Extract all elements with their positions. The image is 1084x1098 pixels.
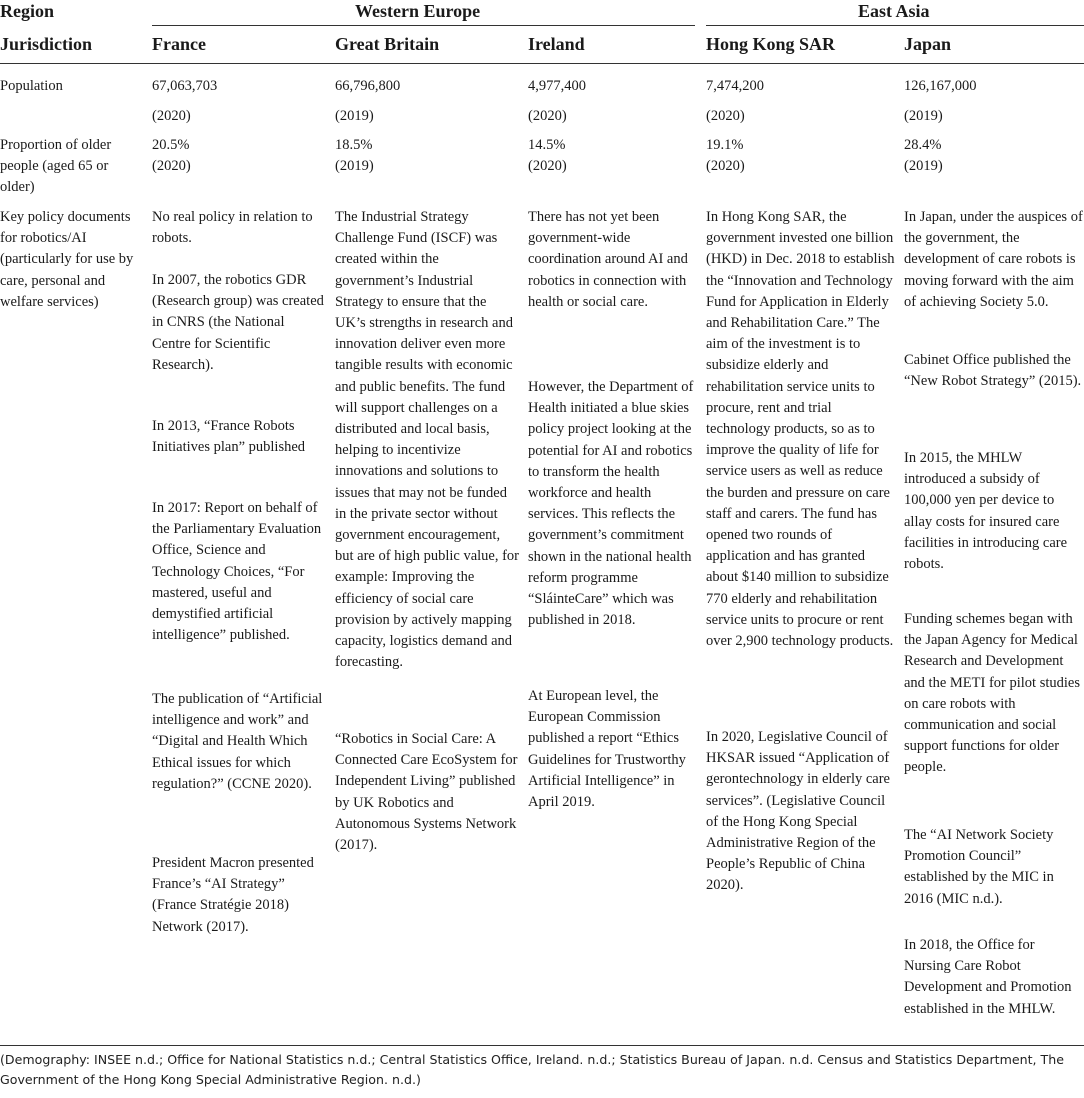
older-ireland	[528, 135, 567, 177]
policy-france-5: President Macron presented France’s “AI Strategy” (France Stratégie 2018) Network (2017).	[152, 855, 314, 935]
population-year-ireland: (2020)	[528, 108, 567, 124]
region-east-asia: East Asia	[858, 1, 930, 21]
col-header-japan: Japan	[904, 34, 952, 54]
older-year-japan: (2019)	[904, 158, 943, 175]
policy-france-0: No real policy in relation to robots.	[152, 209, 313, 247]
row-label-population: Population	[0, 78, 63, 94]
older-value-ireland: 14.5%	[528, 137, 566, 153]
col-header-france: France	[152, 34, 206, 54]
older-japan	[904, 135, 943, 177]
policy-japan-1: Cabinet Office published the “New Robot Strategy” (2015).	[904, 352, 1082, 390]
policy-france-2: In 2013, “France Robots Initiatives plan” published	[152, 418, 306, 456]
older-year-france: (2020)	[152, 158, 191, 175]
row-label-older-people: Proportion of older people (aged 65 or older)	[0, 137, 112, 196]
older-year-hong-kong: (2020)	[706, 158, 745, 175]
older-value-great-britain: 18.5%	[335, 137, 373, 153]
population-france: 67,063,703	[152, 78, 218, 94]
policy-great-britain-1: “Robotics in Social Care: A Connected Care EcoSystem for Independent Living” published by UK Robotics and Autonomous Systems Network (2017).	[335, 731, 518, 854]
policy-france-3: In 2017: Report on behalf of the Parliamentary Evaluation Office, Science and Technology Choices, “For mastered, useful and demystified artificial intelligence” published.	[152, 500, 322, 644]
population-year-france: (2020)	[152, 108, 191, 124]
region-underline-western-europe	[152, 25, 695, 26]
policy-france-4: The publication of “Artificial intelligence and work” and “Digital and Health Which Ethical issues for which regulation?” (CCNE 2020).	[152, 691, 323, 792]
older-value-hong-kong: 19.1%	[706, 137, 744, 153]
col-header-great-britain: Great Britain	[335, 34, 440, 54]
region-label: Region	[0, 1, 54, 21]
older-value-japan: 28.4%	[904, 137, 942, 153]
region-underline-east-asia	[706, 25, 1084, 26]
region-western-europe: Western Europe	[355, 1, 481, 21]
older-year-ireland: (2020)	[528, 158, 567, 175]
col-header-hong-kong: Hong Kong SAR	[706, 34, 836, 54]
jurisdiction-label: Jurisdiction	[0, 34, 93, 54]
population-year-japan: (2019)	[904, 108, 943, 124]
policy-hong-kong-0: In Hong Kong SAR, the government invested one billion (HKD) in Dec. 2018 to establish the “Innovation and Technology Fund for Application in Elderly and Rehabilitation Care.” The aim of the investment is to subsidize elderly and rehabilitation service units to procure, rent and trial technology products, so as to improve the quality of life for service users as well as reduce the burden and pressure on care staff and carers. The fund has opened two rounds of application and has granted about $140 million to subsidize 770 elderly and rehabilitation service units to procure or rent over 2,900 technology products.	[706, 209, 895, 650]
policy-hong-kong-1: In 2020, Legislative Council of HKSAR issued “Application of gerontechnology in elderly care services”. (Legislative Council of the Hong Kong Special Administrative Region of the People’s Republic of China 2020).	[706, 729, 890, 894]
footnote: (Demography: INSEE n.d.; Office for National Statistics n.d.; Central Statistics Office, Ireland. n.d.; Statistics Bureau of Japan. n.d. Census and Statistics Department, The Government of the Hong Kong Special Administrative Region. n.d.)	[0, 1052, 1064, 1087]
policy-japan-4: The “AI Network Society Promotion Council” established by the MIC in 2016 (MIC n.d.).	[904, 827, 1054, 907]
policy-ireland-2: At European level, the European Commission published a report “Ethics Guidelines for Trustworthy Artificial Intelligence” in April 2019.	[528, 688, 686, 811]
older-year-great-britain: (2019)	[335, 158, 374, 175]
col-header-ireland: Ireland	[528, 34, 585, 54]
policy-ireland-0: There has not yet been government-wide coordination around AI and robotics in connection with health or social care.	[528, 209, 688, 310]
policy-japan-5: In 2018, the Office for Nursing Care Robot Development and Promotion established in the MHLW.	[904, 937, 1072, 1017]
older-france	[152, 135, 191, 177]
older-great-britain	[335, 135, 374, 177]
population-japan: 126,167,000	[904, 78, 977, 94]
policy-great-britain-0: The Industrial Strategy Challenge Fund (ISCF) was created within the government’s Industrial Strategy to ensure that the UK’s strengths in research and innovation deliver even more tangible results with economic and public benefits. The fund will support challenges on a distributed and local basis, helping to incentivize innovations and solutions to issues that may not be funded in the private sector without government encouragement, but are of high public value, for example: Improving the efficiency of social care provision by actively mapping capacity, logistics demand and forecasting.	[335, 209, 520, 671]
policy-japan-0: In Japan, under the auspices of the government, the development of care robots is moving forward with the aim of achieving Society 5.0.	[904, 209, 1083, 310]
population-ireland: 4,977,400	[528, 78, 586, 94]
header-divider	[0, 63, 1084, 64]
row-label-policy: Key policy documents for robotics/AI (particularly for use by care, personal and welfare services)	[0, 209, 134, 310]
older-hong-kong	[706, 135, 745, 177]
policy-japan-2: In 2015, the MHLW introduced a subsidy of 100,000 yen per device to allay costs for insured care facilities in introducing care robots.	[904, 450, 1068, 573]
policy-japan-3: Funding schemes began with the Japan Agency for Medical Research and Development and the METI for pilot studies on care robots with communication and social support functions for older people.	[904, 611, 1080, 776]
population-year-great-britain: (2019)	[335, 108, 374, 124]
policy-ireland-1: However, the Department of Health initiated a blue skies policy project looking at the potential for AI and robotics to transform the health workforce and health services. This reflects the government’s commitment shown in the national health reform programme “SláinteCare” which was published in 2018.	[528, 379, 694, 629]
policy-france-1: In 2007, the robotics GDR (Research group) was created in CNRS (the National Centre for Scientific Research).	[152, 272, 324, 373]
population-great-britain: 66,796,800	[335, 78, 401, 94]
population-year-hong-kong: (2020)	[706, 108, 745, 124]
older-value-france: 20.5%	[152, 137, 190, 153]
population-hong-kong: 7,474,200	[706, 78, 764, 94]
table-bottom-rule	[0, 1045, 1084, 1046]
